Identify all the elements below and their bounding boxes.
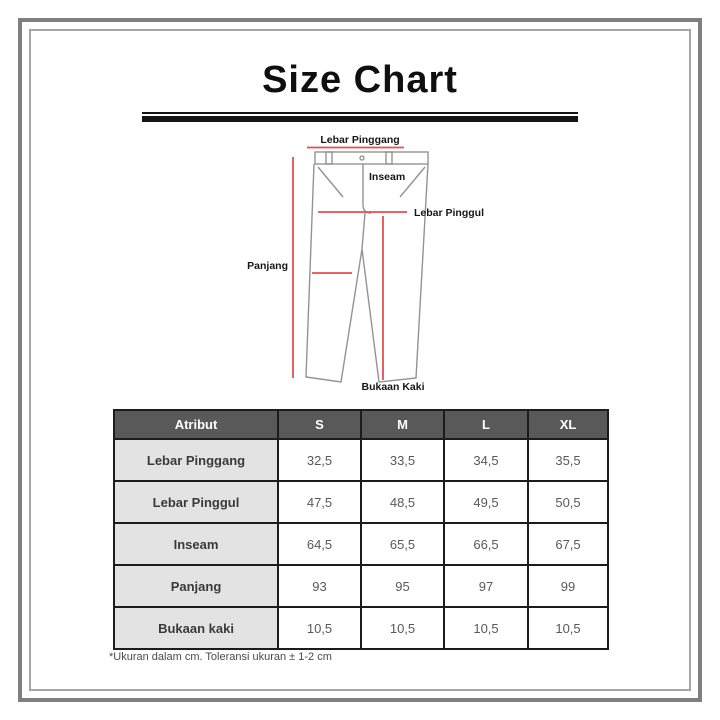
pants-outline (306, 152, 428, 382)
column-header-m: M (361, 410, 444, 439)
size-tolerance-footnote: *Ukuran dalam cm. Toleransi ukuran ± 1-2 cm (109, 651, 332, 663)
size-value: 93 (278, 565, 361, 607)
header-row (114, 410, 608, 439)
size-value: 67,5 (528, 523, 608, 565)
belt-loop-right (386, 152, 392, 164)
pants-measurement-diagram (225, 128, 515, 400)
size-value: 64,5 (278, 523, 361, 565)
size-value: 48,5 (361, 481, 444, 523)
size-value: 32,5 (278, 439, 361, 481)
column-header-s: S (278, 410, 361, 439)
size-value: 95 (361, 565, 444, 607)
size-table (113, 409, 609, 650)
pocket-left (318, 167, 343, 197)
table-row (114, 481, 608, 523)
column-header-attribute: Atribut (114, 410, 278, 439)
size-value: 49,5 (444, 481, 528, 523)
label-hip: Lebar Pinggul (414, 207, 485, 219)
label-leg-opening: Bukaan Kaki (361, 381, 425, 393)
size-value: 99 (528, 565, 608, 607)
page-title: Size Chart (262, 59, 458, 101)
center-seam (362, 213, 365, 249)
size-value: 65,5 (361, 523, 444, 565)
size-value: 10,5 (361, 607, 444, 649)
size-value: 10,5 (278, 607, 361, 649)
size-value: 10,5 (444, 607, 528, 649)
label-waist: Lebar Pinggang (320, 134, 400, 146)
row-label: Lebar Pinggang (114, 439, 278, 481)
row-label: Panjang (114, 565, 278, 607)
title-divider-thick-line (142, 116, 578, 122)
size-value: 10,5 (528, 607, 608, 649)
table-row (114, 523, 608, 565)
table-row (114, 565, 608, 607)
waist-button (360, 156, 364, 160)
size-value: 50,5 (528, 481, 608, 523)
table-row (114, 439, 608, 481)
size-value: 97 (444, 565, 528, 607)
title-divider-thin-line (142, 112, 578, 114)
size-value: 35,5 (528, 439, 608, 481)
row-label: Lebar Pinggul (114, 481, 278, 523)
row-label: Bukaan kaki (114, 607, 278, 649)
size-value: 66,5 (444, 523, 528, 565)
title-divider (142, 112, 578, 122)
label-inseam: Inseam (369, 171, 406, 183)
label-length: Panjang (247, 260, 288, 272)
size-value: 33,5 (361, 439, 444, 481)
table-row (114, 607, 608, 649)
belt-loop-left (326, 152, 332, 164)
column-header-xl: XL (528, 410, 608, 439)
size-value: 47,5 (278, 481, 361, 523)
column-header-l: L (444, 410, 528, 439)
size-value: 34,5 (444, 439, 528, 481)
row-label: Inseam (114, 523, 278, 565)
